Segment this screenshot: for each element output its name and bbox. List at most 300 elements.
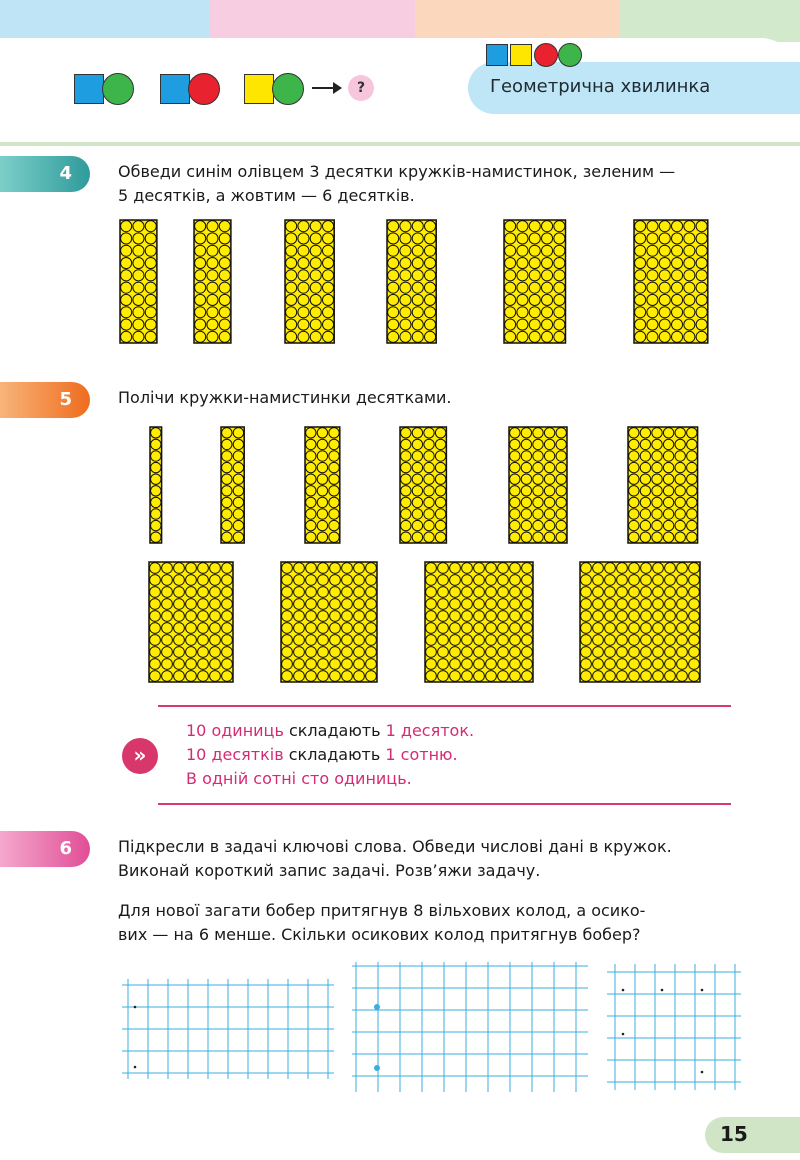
- bead: [641, 623, 652, 634]
- bead: [222, 497, 232, 507]
- bead: [174, 599, 185, 610]
- bead: [486, 635, 497, 646]
- bead: [617, 635, 628, 646]
- bead: [640, 486, 650, 496]
- bead: [329, 451, 339, 461]
- bead: [450, 611, 461, 622]
- bead: [486, 575, 497, 586]
- bead: [498, 671, 509, 682]
- bead: [677, 575, 688, 586]
- bead: [306, 451, 316, 461]
- bead: [412, 474, 422, 484]
- bead: [222, 671, 233, 682]
- bead: [294, 671, 305, 682]
- bead: [474, 599, 485, 610]
- section-title: Геометрична хвилинка: [490, 76, 711, 97]
- bead: [581, 635, 592, 646]
- bead: [640, 509, 650, 519]
- bead: [233, 451, 243, 461]
- bead: [306, 462, 316, 472]
- bead: [354, 563, 365, 574]
- bead: [617, 575, 628, 586]
- bead: [675, 451, 685, 461]
- bead: [687, 428, 697, 438]
- bead: [605, 671, 616, 682]
- bead: [306, 635, 317, 646]
- bead: [424, 532, 434, 542]
- bead: [342, 671, 353, 682]
- bead: [510, 520, 520, 530]
- bead: [330, 671, 341, 682]
- bead: [162, 611, 173, 622]
- bead: [186, 623, 197, 634]
- bead-block-5-tens: [509, 427, 567, 543]
- bead: [556, 462, 566, 472]
- bead: [151, 497, 161, 507]
- bead: [150, 587, 161, 598]
- bead: [450, 647, 461, 658]
- bead: [438, 611, 449, 622]
- bead: [282, 623, 293, 634]
- bead: [401, 451, 411, 461]
- bead: [640, 462, 650, 472]
- answer-grid-middle[interactable]: [350, 960, 590, 1095]
- bead: [306, 659, 317, 670]
- bead: [629, 532, 639, 542]
- bead: [617, 623, 628, 634]
- bead-block-4-tens: [400, 427, 446, 543]
- bead: [653, 671, 664, 682]
- bead: [282, 647, 293, 658]
- exercise6-task-line1: Для нової загати бобер притягнув 8 вільхових колод, а осико-: [118, 901, 646, 920]
- bead: [544, 474, 554, 484]
- bead: [306, 520, 316, 530]
- bead: [687, 509, 697, 519]
- bead: [522, 575, 533, 586]
- bead: [533, 462, 543, 472]
- bead: [521, 439, 531, 449]
- bead: [198, 587, 209, 598]
- bead: [438, 587, 449, 598]
- bead: [521, 428, 531, 438]
- bead: [652, 428, 662, 438]
- bead: [510, 671, 521, 682]
- bead: [210, 575, 221, 586]
- bead: [581, 599, 592, 610]
- bead: [306, 599, 317, 610]
- bead: [151, 520, 161, 530]
- bead: [522, 563, 533, 574]
- rule-verb: складають: [283, 721, 386, 740]
- bead: [294, 599, 305, 610]
- bead: [581, 623, 592, 634]
- bead: [629, 575, 640, 586]
- bead: [174, 623, 185, 634]
- bead: [617, 599, 628, 610]
- bead: [675, 497, 685, 507]
- bead: [640, 451, 650, 461]
- bead: [617, 671, 628, 682]
- bead: [617, 587, 628, 598]
- bead: [641, 635, 652, 646]
- bead: [581, 611, 592, 622]
- bead: [438, 647, 449, 658]
- bead: [150, 623, 161, 634]
- bead: [151, 462, 161, 472]
- bead: [330, 563, 341, 574]
- bead: [687, 451, 697, 461]
- bead: [210, 611, 221, 622]
- bead: [366, 671, 377, 682]
- exercise6-text-line1: Підкресли в задачі ключові слова. Обведи числові дані в кружок.: [118, 837, 672, 856]
- bead: [233, 509, 243, 519]
- bead: [306, 575, 317, 586]
- bead: [329, 520, 339, 530]
- bead: [498, 575, 509, 586]
- bead: [605, 599, 616, 610]
- bead: [474, 563, 485, 574]
- bead: [675, 428, 685, 438]
- bead: [186, 611, 197, 622]
- bead: [450, 671, 461, 682]
- bead: [486, 647, 497, 658]
- bead: [474, 623, 485, 634]
- bead: [412, 439, 422, 449]
- bead: [581, 647, 592, 658]
- bead: [412, 462, 422, 472]
- bead: [510, 509, 520, 519]
- bead: [150, 563, 161, 574]
- rule-tens: 10 десятків: [186, 745, 284, 764]
- bead: [435, 486, 445, 496]
- bead: [474, 671, 485, 682]
- bead: [462, 587, 473, 598]
- bead: [652, 474, 662, 484]
- bead: [687, 474, 697, 484]
- bead: [617, 563, 628, 574]
- bead: [510, 587, 521, 598]
- bead: [687, 439, 697, 449]
- bead: [401, 520, 411, 530]
- bead: [342, 587, 353, 598]
- bead: [151, 439, 161, 449]
- bead: [317, 497, 327, 507]
- bead: [522, 635, 533, 646]
- bead: [329, 428, 339, 438]
- bead: [556, 486, 566, 496]
- bead: [354, 611, 365, 622]
- bead: [675, 520, 685, 530]
- bead: [486, 587, 497, 598]
- bead: [521, 520, 531, 530]
- bead: [424, 509, 434, 519]
- bead: [162, 587, 173, 598]
- bead: [318, 659, 329, 670]
- exercise6-task-line2: вих — на 6 менше. Скільки осикових колод притягнув бобер?: [118, 925, 641, 944]
- bead: [294, 623, 305, 634]
- bead: [317, 451, 327, 461]
- bead: [510, 575, 521, 586]
- bead: [641, 611, 652, 622]
- bead: [556, 451, 566, 461]
- bead: [366, 635, 377, 646]
- bead: [605, 635, 616, 646]
- bead: [150, 647, 161, 658]
- bead: [198, 611, 209, 622]
- bead: [450, 599, 461, 610]
- bead: [366, 623, 377, 634]
- bead: [401, 474, 411, 484]
- bead: [663, 532, 673, 542]
- bead: [450, 575, 461, 586]
- bead: [198, 671, 209, 682]
- bead: [462, 623, 473, 634]
- bead: [640, 439, 650, 449]
- bead: [521, 486, 531, 496]
- bead: [366, 587, 377, 598]
- bead: [306, 428, 316, 438]
- bead: [665, 647, 676, 658]
- bead: [663, 462, 673, 472]
- bead: [282, 587, 293, 598]
- bead: [162, 623, 173, 634]
- bead: [522, 671, 533, 682]
- bead: [510, 474, 520, 484]
- bead: [617, 659, 628, 670]
- rule-units: 10 одиниць: [186, 721, 284, 740]
- bead: [641, 647, 652, 658]
- bead: [652, 497, 662, 507]
- bead: [162, 563, 173, 574]
- bead: [330, 647, 341, 658]
- bead: [317, 462, 327, 472]
- bead: [435, 532, 445, 542]
- bead: [366, 659, 377, 670]
- bead: [510, 486, 520, 496]
- bead: [435, 509, 445, 519]
- bead: [317, 486, 327, 496]
- bead: [306, 497, 316, 507]
- bead: [593, 611, 604, 622]
- bead: [652, 462, 662, 472]
- bead: [522, 611, 533, 622]
- bead: [354, 647, 365, 658]
- bead: [486, 623, 497, 634]
- bead: [462, 659, 473, 670]
- bead: [581, 671, 592, 682]
- bead: [533, 439, 543, 449]
- bead: [342, 611, 353, 622]
- bead: [329, 439, 339, 449]
- bead: [498, 563, 509, 574]
- bead-block-1-tens: [150, 427, 162, 543]
- bead: [318, 635, 329, 646]
- bead: [151, 474, 161, 484]
- bead: [498, 647, 509, 658]
- bead: [329, 497, 339, 507]
- bead: [151, 451, 161, 461]
- bead-block-9-tens: [425, 562, 533, 682]
- bead: [498, 623, 509, 634]
- bead: [233, 486, 243, 496]
- bead: [629, 563, 640, 574]
- bead: [510, 428, 520, 438]
- bead: [366, 599, 377, 610]
- bead: [641, 599, 652, 610]
- bead: [689, 587, 700, 598]
- bead: [329, 462, 339, 472]
- bead: [665, 671, 676, 682]
- bead: [450, 587, 461, 598]
- bead: [330, 635, 341, 646]
- bead: [435, 474, 445, 484]
- rule-ten: 1 десяток.: [385, 721, 475, 740]
- bead: [689, 611, 700, 622]
- bead: [162, 671, 173, 682]
- bead: [522, 587, 533, 598]
- bead: [581, 587, 592, 598]
- bead-block-7-tens: [149, 562, 233, 682]
- bead: [462, 563, 473, 574]
- bead: [652, 451, 662, 461]
- bead-block-8-tens: [281, 562, 377, 682]
- bead: [306, 587, 317, 598]
- bead: [174, 611, 185, 622]
- bead: [151, 428, 161, 438]
- bead: [486, 563, 497, 574]
- bead: [210, 671, 221, 682]
- bead: [544, 462, 554, 472]
- bead: [233, 428, 243, 438]
- bead: [675, 462, 685, 472]
- bead: [174, 587, 185, 598]
- bead: [533, 532, 543, 542]
- bead: [424, 474, 434, 484]
- bead: [424, 497, 434, 507]
- bead: [342, 599, 353, 610]
- answer-grid-left[interactable]: [118, 975, 338, 1085]
- bead: [354, 659, 365, 670]
- bead: [474, 575, 485, 586]
- bead: [318, 575, 329, 586]
- bead: [426, 635, 437, 646]
- bead: [533, 451, 543, 461]
- bead: [593, 563, 604, 574]
- bead: [629, 635, 640, 646]
- bead: [677, 647, 688, 658]
- bead: [663, 509, 673, 519]
- bead: [330, 587, 341, 598]
- bead: [210, 647, 221, 658]
- bead: [581, 575, 592, 586]
- bead: [412, 497, 422, 507]
- page-number: 15: [720, 1122, 748, 1146]
- answer-grid-right[interactable]: [605, 960, 743, 1095]
- bead: [318, 671, 329, 682]
- bead: [354, 635, 365, 646]
- bead: [663, 520, 673, 530]
- bead: [593, 671, 604, 682]
- bead: [522, 599, 533, 610]
- bead: [653, 623, 664, 634]
- bead: [366, 563, 377, 574]
- bead: [522, 659, 533, 670]
- bead: [450, 623, 461, 634]
- bead: [318, 587, 329, 598]
- bead: [663, 428, 673, 438]
- question-badge: ?: [348, 75, 374, 101]
- bead: [521, 462, 531, 472]
- bead: [306, 509, 316, 519]
- bead: [653, 599, 664, 610]
- bead: [174, 635, 185, 646]
- bead: [426, 659, 437, 670]
- bead: [329, 486, 339, 496]
- bead: [653, 611, 664, 622]
- bead: [342, 563, 353, 574]
- bead: [186, 659, 197, 670]
- bead: [150, 659, 161, 670]
- bead: [342, 623, 353, 634]
- bead: [282, 599, 293, 610]
- bead: [510, 563, 521, 574]
- bead: [233, 532, 243, 542]
- bead: [652, 509, 662, 519]
- bead: [354, 623, 365, 634]
- exercise6-text-line2: Виконай короткий запис задачі. Розв’яжи задачу.: [118, 861, 541, 880]
- bead: [222, 462, 232, 472]
- bead: [438, 635, 449, 646]
- bead: [233, 497, 243, 507]
- bead: [641, 659, 652, 670]
- bead: [222, 520, 232, 530]
- bead: [306, 563, 317, 574]
- bead: [198, 575, 209, 586]
- bead: [426, 647, 437, 658]
- bead: [677, 599, 688, 610]
- bead: [605, 563, 616, 574]
- bead: [317, 509, 327, 519]
- bead: [329, 474, 339, 484]
- bead: [629, 497, 639, 507]
- bead: [174, 575, 185, 586]
- bead: [162, 647, 173, 658]
- bead: [210, 635, 221, 646]
- bead: [150, 575, 161, 586]
- bead: [401, 532, 411, 542]
- bead: [677, 611, 688, 622]
- bead: [233, 520, 243, 530]
- bead: [641, 575, 652, 586]
- bead: [629, 587, 640, 598]
- bead: [198, 563, 209, 574]
- double-chevron-icon: »: [122, 738, 158, 774]
- bead: [629, 474, 639, 484]
- bead: [629, 647, 640, 658]
- bead: [677, 671, 688, 682]
- bead: [510, 611, 521, 622]
- bead: [294, 635, 305, 646]
- bead: [450, 563, 461, 574]
- bead: [544, 532, 554, 542]
- bead: [605, 575, 616, 586]
- bead: [426, 611, 437, 622]
- bead: [593, 635, 604, 646]
- bead: [593, 659, 604, 670]
- bead: [617, 647, 628, 658]
- bead: [605, 647, 616, 658]
- bead: [150, 599, 161, 610]
